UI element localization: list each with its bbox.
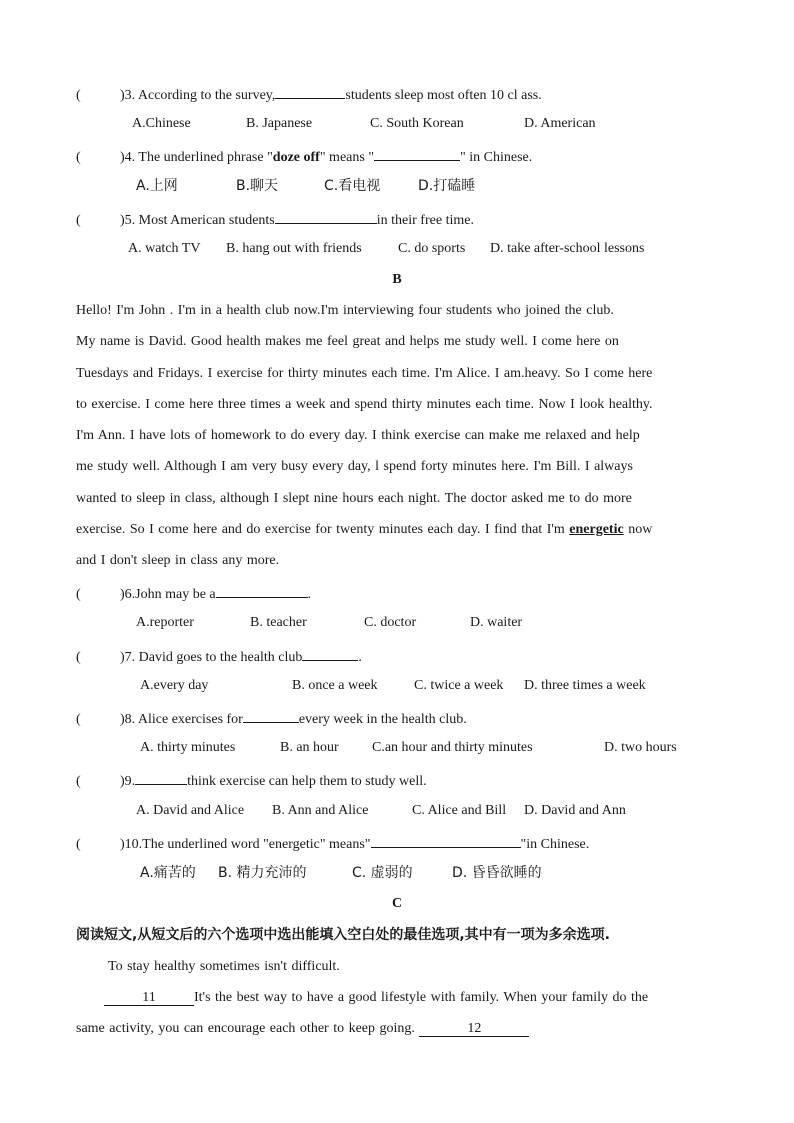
question-text-after: " in Chinese. [460,150,533,165]
option-c[interactable]: C. twice a week [414,678,504,693]
question-text: )7. David goes to the health club [120,650,303,665]
passage-b-line-5: I'm Ann. I have lots of homework to do every day. I think exercise can make me relaxed and help [76,428,640,443]
option-c[interactable]: C. 虚弱的 [352,865,413,881]
option-a[interactable]: A. David and Alice [136,803,245,818]
question-text-after: in their free time. [376,213,474,228]
blank-12[interactable]: 12 [419,1022,529,1037]
option-a[interactable]: A.上网 [136,178,178,194]
option-c[interactable]: C. Alice and Bill [412,803,507,818]
option-c[interactable]: C. South Korean [370,116,464,131]
option-b[interactable]: B. once a week [292,678,378,693]
option-b[interactable]: B. hang out with friends [226,241,362,256]
passage-b-line-7: wanted to sleep in class, although I slept nine hours each night. The doctor asked me to do more [76,491,632,506]
option-a[interactable]: A.reporter [136,615,194,630]
passage-b-line-4: to exercise. I come here three times a week and spend thirty minutes each time. Now I look healthy. [76,397,653,412]
passage-b-line-9: and I don't sleep in class any more. [76,553,280,568]
passage-c-line-3 [76,1020,722,1038]
passage-b-line-3: Tuesdays and Fridays. I exercise for thirty minutes each time. I'm Alice. I am.heavy. So I come here [76,366,653,381]
option-b[interactable]: B. Ann and Alice [272,803,369,818]
option-b[interactable]: B. 精力充沛的 [218,865,307,881]
passage-text-after: now [623,522,653,537]
question-5 [76,209,722,230]
section-b-heading: B [392,272,402,287]
question-text-mid: " means " [319,150,375,165]
option-a[interactable]: A. thirty minutes [140,740,236,755]
option-d[interactable]: D. two hours [604,740,677,755]
question-text-after: think exercise can help them to study well. [187,774,427,789]
option-d[interactable]: D. 昏昏欲睡的 [452,865,542,881]
passage-b-line-8 [76,521,722,539]
bold-phrase: doze off [272,150,320,165]
section-c-instruction: 阅读短文,从短文后的六个选项中选出能填入空白处的最佳选项,其中有一项为多余选项. [76,927,610,943]
answer-paren[interactable]: ( [76,837,81,852]
option-d[interactable]: D. David and Ann [524,803,626,818]
option-b[interactable]: B. Japanese [246,116,313,131]
option-d[interactable]: D. take after-school lessons [490,241,645,256]
answer-blank[interactable] [275,209,377,224]
question-text-after: every week in the health club. [298,712,467,727]
question-text: )10.The underlined word "energetic" means" [120,837,371,852]
option-d[interactable]: D. American [524,116,596,131]
option-a[interactable]: A. watch TV [128,241,201,256]
question-text: )5. Most American students [120,213,275,228]
question-text-after: . [358,650,362,665]
blank-11[interactable]: 11 [104,991,194,1006]
answer-paren[interactable]: ( [76,650,81,665]
question-text-after: "in Chinese. [520,837,590,852]
underlined-word: energetic [569,522,624,537]
option-c[interactable]: C. do sports [398,241,466,256]
passage-c-line-1: To stay healthy sometimes isn't difficult. [108,959,340,974]
option-c[interactable]: C. doctor [364,615,417,630]
answer-blank[interactable] [275,84,345,99]
question-7 [76,646,722,667]
question-6 [76,583,722,604]
answer-blank[interactable] [371,833,521,848]
option-c[interactable]: C.an hour and thirty minutes [372,740,533,755]
option-a[interactable]: A.Chinese [132,116,191,131]
answer-paren[interactable]: ( [76,88,81,103]
answer-blank[interactable] [135,770,187,785]
question-9 [76,770,722,791]
question-text-after: . [307,587,312,602]
question-text: )6.John may be a [120,587,216,602]
passage-text: same activity, you can encourage each other to keep going. [76,1021,420,1036]
answer-blank[interactable] [374,146,460,161]
answer-paren[interactable]: ( [76,774,81,789]
option-d[interactable]: D.打磕睡 [418,178,476,194]
option-c[interactable]: C.看电视 [324,178,381,194]
section-c-heading: C [391,896,403,911]
question-4 [76,146,722,167]
passage-text: It's the best way to have a good lifestyle with family. When your family do the [194,990,649,1005]
answer-paren[interactable]: ( [76,213,81,228]
question-3 [76,84,722,105]
passage-text: exercise. So I come here and do exercise for twenty minutes each day. I find that I'm [76,522,570,537]
question-text-after: students sleep most often 10 cl ass. [345,88,542,103]
answer-blank[interactable] [243,708,299,723]
question-10 [76,833,722,854]
option-b[interactable]: B. an hour [280,740,339,755]
option-b[interactable]: B.聊天 [236,178,279,194]
option-a[interactable]: A.every day [140,678,209,693]
passage-b-line-1: Hello! I'm John . I'm in a health club now.I'm interviewing four students who joined the club. [76,303,614,318]
question-8 [76,708,722,729]
answer-blank[interactable] [216,583,308,598]
option-d[interactable]: D. waiter [470,615,523,630]
passage-b-line-6: me study well. Although I am very busy every day, l spend forty minutes here. I'm Bill. I always [76,459,633,474]
passage-b-line-2: My name is David. Good health makes me feel great and helps me study well. I come here on [76,334,619,349]
question-text: )9. [120,774,136,789]
option-d[interactable]: D. three times a week [524,678,646,693]
option-b[interactable]: B. teacher [250,615,307,630]
answer-paren[interactable]: ( [76,150,81,165]
option-a[interactable]: A.痛苦的 [140,865,196,881]
passage-c-line-2 [76,989,722,1007]
question-text: )8. Alice exercises for [120,712,243,727]
question-text: )3. According to the survey, [120,88,276,103]
answer-paren[interactable]: ( [76,712,81,727]
answer-blank[interactable] [302,646,358,661]
question-text: )4. The underlined phrase " [120,150,273,165]
answer-paren[interactable]: ( [76,587,81,602]
